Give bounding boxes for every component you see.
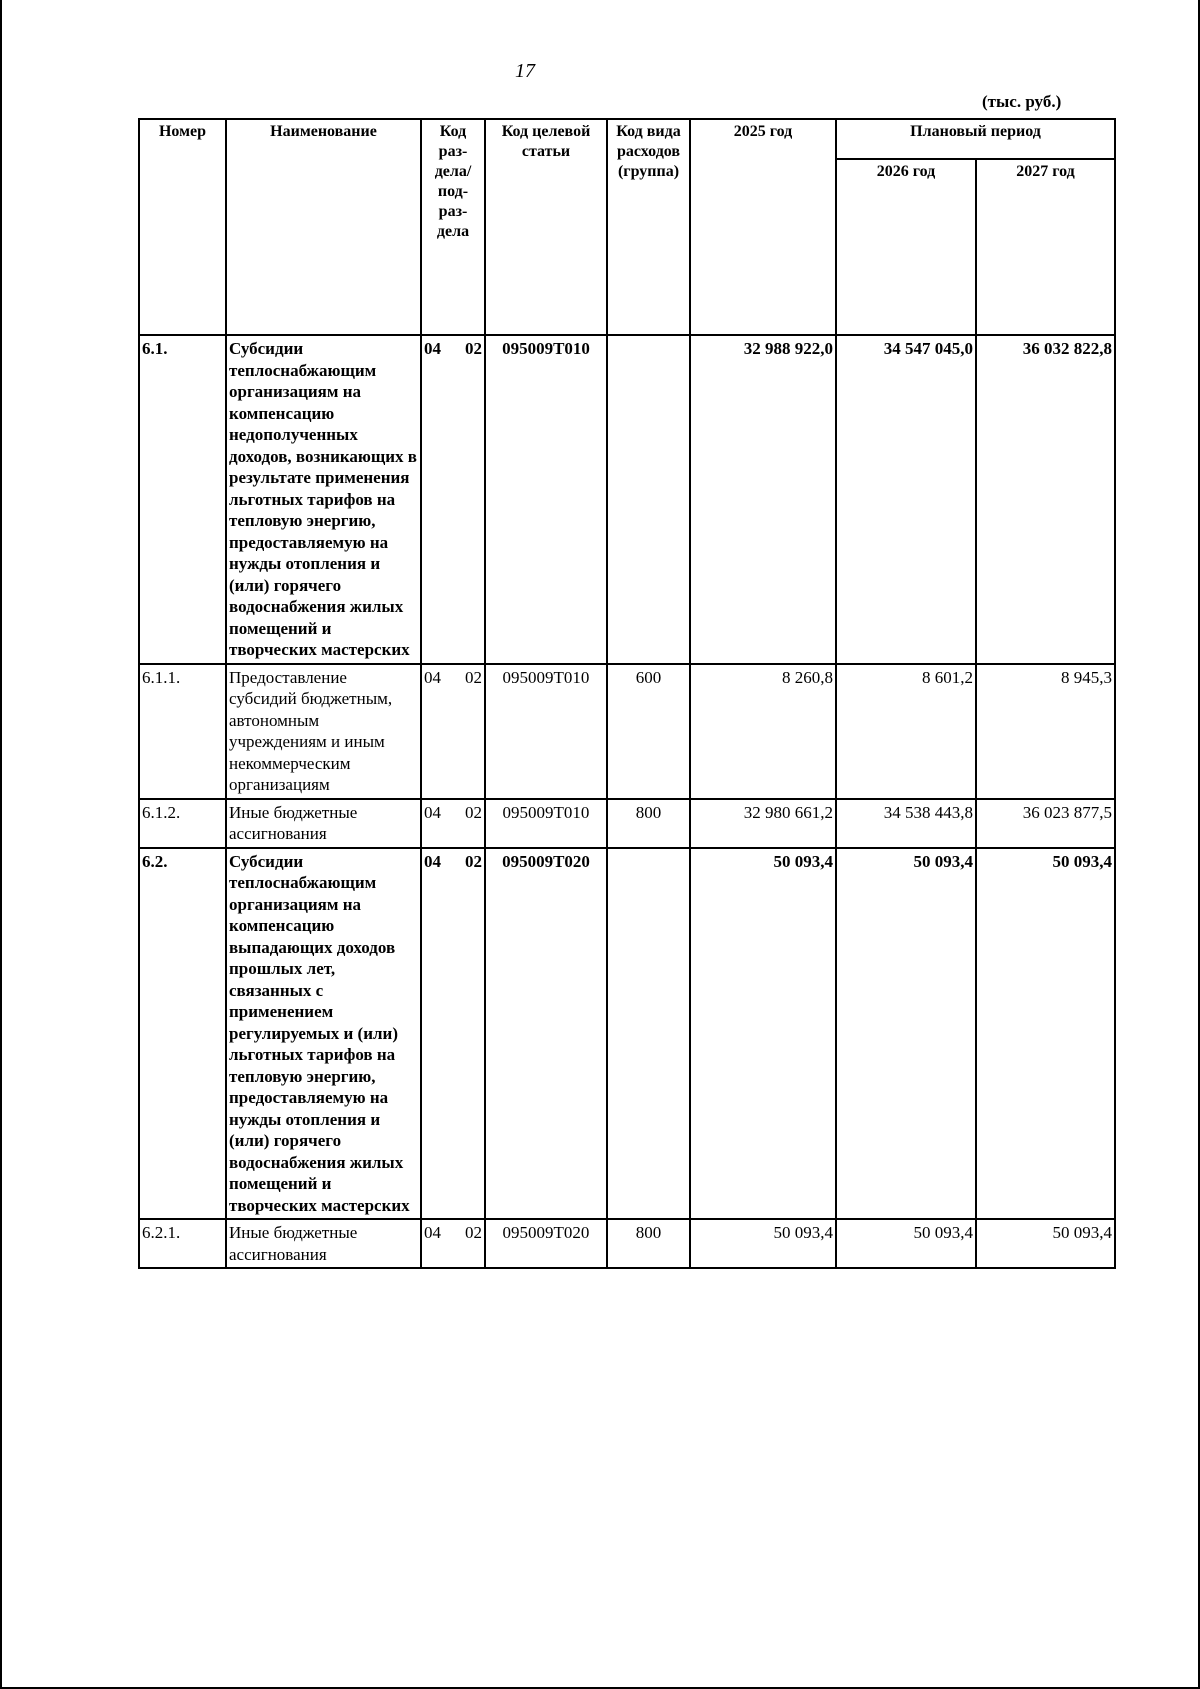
header-number: Номер xyxy=(139,119,226,335)
row-2027: 50 093,4 xyxy=(976,1219,1115,1268)
row-2027: 50 093,4 xyxy=(976,848,1115,1220)
row-number: 6.2. xyxy=(139,848,226,1220)
subsection: 02 xyxy=(465,851,482,871)
section: 04 xyxy=(424,802,441,822)
header-name: Наименование xyxy=(226,119,421,335)
header-year-2025: 2025 год xyxy=(690,119,836,335)
row-expense-code xyxy=(607,335,690,664)
page-number: 17 xyxy=(515,60,535,82)
row-expense-code xyxy=(607,848,690,1220)
row-name: Иные бюджетные ассигнования xyxy=(226,1219,421,1268)
row-name: Субсидии теплоснабжающим организациям на компенсацию выпадающих доходов прошлых лет, связанных с применением регулируемых и (или) льготных тарифов на тепловую энергию, предоставляемую на нужды отопления и (или) горячего водоснабжения жилых помещений и творческих мастерских xyxy=(226,848,421,1220)
row-2025: 50 093,4 xyxy=(690,848,836,1220)
row-target-code: 095009Т010 xyxy=(485,335,607,664)
row-2025: 32 980 661,2 xyxy=(690,799,836,848)
row-section-code xyxy=(421,1219,485,1268)
row-2027: 8 945,3 xyxy=(976,664,1115,799)
row-section-code xyxy=(421,848,485,1220)
header-planned-period: Плановый период xyxy=(836,119,1115,159)
header-target-code: Код целевой статьи xyxy=(485,119,607,335)
header-year-2026: 2026 год xyxy=(836,159,976,335)
section: 04 xyxy=(424,667,441,687)
subsection: 02 xyxy=(465,667,482,687)
row-number: 6.2.1. xyxy=(139,1219,226,1268)
table-row xyxy=(139,1219,1115,1268)
row-expense-code: 800 xyxy=(607,1219,690,1268)
row-2026: 50 093,4 xyxy=(836,848,976,1220)
row-expense-code: 800 xyxy=(607,799,690,848)
row-target-code: 095009Т010 xyxy=(485,799,607,848)
row-section-code xyxy=(421,799,485,848)
subsection: 02 xyxy=(465,802,482,822)
row-section-code xyxy=(421,335,485,664)
row-target-code: 095009Т020 xyxy=(485,848,607,1220)
section: 04 xyxy=(424,851,441,871)
row-2026: 34 547 045,0 xyxy=(836,335,976,664)
row-2027: 36 023 877,5 xyxy=(976,799,1115,848)
section: 04 xyxy=(424,1223,441,1242)
row-2026: 50 093,4 xyxy=(836,1219,976,1268)
row-name: Субсидии теплоснабжающим организациям на компенсацию недополученных доходов, возникающих в результате применения льготных тарифов на тепловую энергию, предоставляемую на нужды отопления и (или) горячего водоснабжения жилых помещений и творческих мастерских xyxy=(226,335,421,664)
row-2026: 34 538 443,8 xyxy=(836,799,976,848)
row-name: Иные бюджетные ассигнования xyxy=(226,799,421,848)
row-target-code: 095009Т010 xyxy=(485,664,607,799)
row-2026: 8 601,2 xyxy=(836,664,976,799)
table-row xyxy=(139,848,1115,1220)
table-row xyxy=(139,664,1115,799)
subsection: 02 xyxy=(465,1223,482,1242)
header-section-code: Код раз- дела/ под- раз- дела xyxy=(421,119,485,335)
header-expense-code: Код вида расходов (группа) xyxy=(607,119,690,335)
page-edge-left xyxy=(0,0,2,1689)
table-row xyxy=(139,335,1115,664)
row-section-code xyxy=(421,664,485,799)
budget-table xyxy=(138,118,1116,1269)
row-2025: 32 988 922,0 xyxy=(690,335,836,664)
table-row xyxy=(139,799,1115,848)
row-name: Предоставление субсидий бюджетным, автономным учреждениям и иным некоммерческим организациям xyxy=(226,664,421,799)
row-target-code: 095009Т020 xyxy=(485,1219,607,1268)
row-2027: 36 032 822,8 xyxy=(976,335,1115,664)
units-label: (тыс. руб.) xyxy=(982,92,1062,111)
table-header xyxy=(139,119,1115,335)
header-year-2027: 2027 год xyxy=(976,159,1115,335)
section: 04 xyxy=(424,339,441,358)
subsection: 02 xyxy=(465,339,482,358)
row-2025: 50 093,4 xyxy=(690,1219,836,1268)
row-number: 6.1.2. xyxy=(139,799,226,848)
row-expense-code: 600 xyxy=(607,664,690,799)
row-number: 6.1.1. xyxy=(139,664,226,799)
table-body xyxy=(139,335,1115,1268)
row-2025: 8 260,8 xyxy=(690,664,836,799)
row-number: 6.1. xyxy=(139,335,226,664)
